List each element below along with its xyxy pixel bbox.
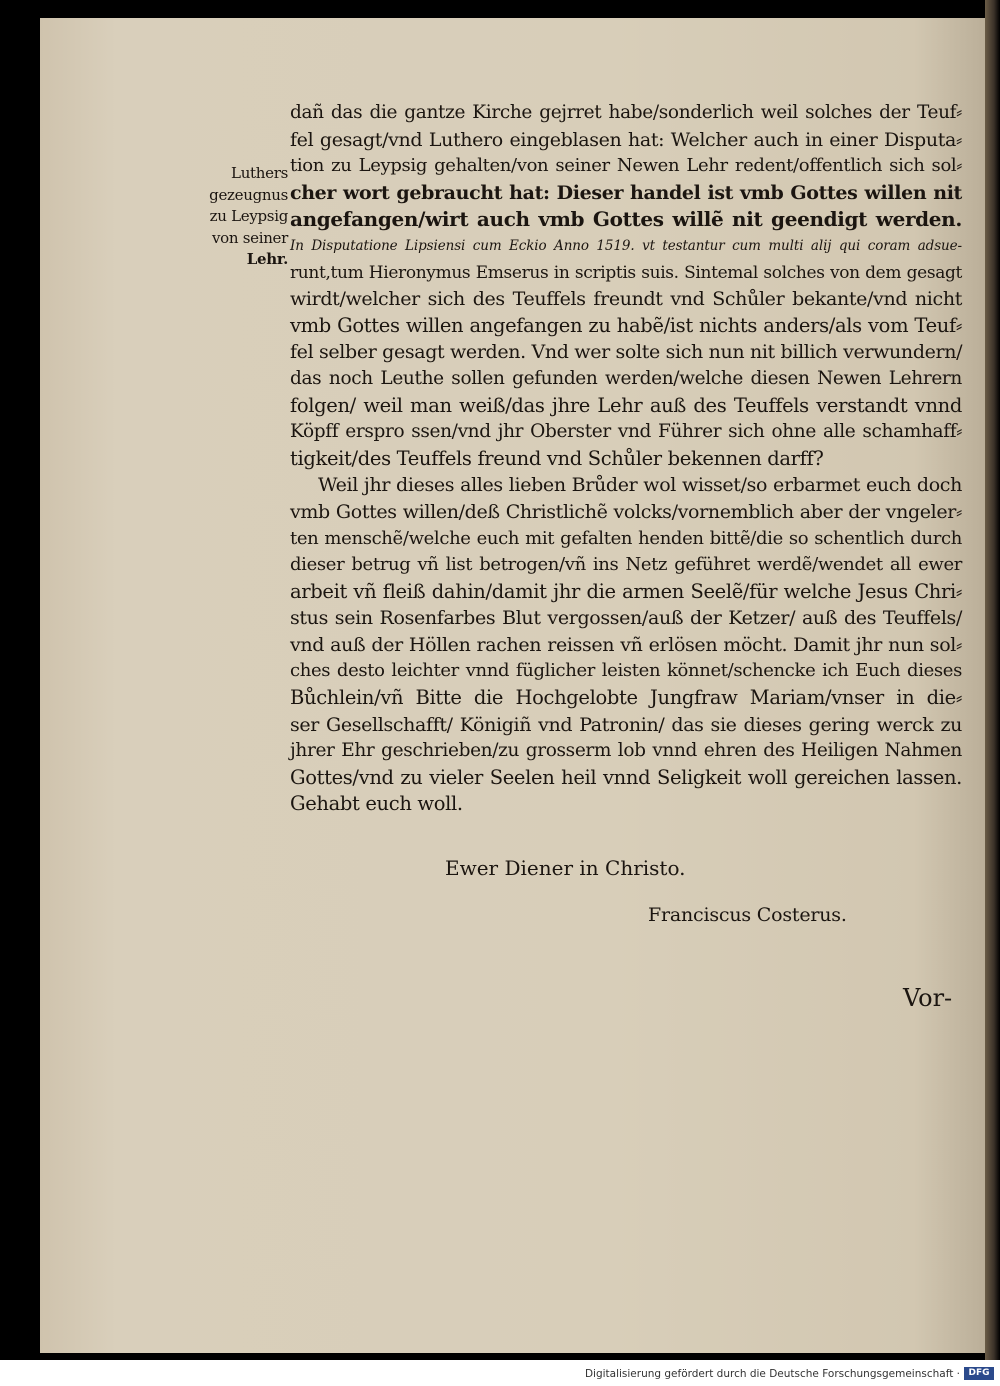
text-line: Weil jhr dieses alles lieben Brůder wol wisset/so erbarmet euch doch bbox=[318, 474, 962, 497]
text-line: ser Gesellschafft/ Königiñ vnd Patronin/ das sie dieses gering werck zu bbox=[290, 713, 962, 736]
catchword: Vor- bbox=[903, 984, 953, 1012]
margin-note bbox=[192, 163, 288, 271]
text-line: fel selber gesagt werden. Vnd wer solte sich nun nit billich verwundern/ bbox=[290, 341, 963, 364]
text-line: vnd auß der Höllen rachen reissen vñ erlösen möcht. Damit jhr nun sol⸗ bbox=[290, 633, 962, 656]
text-line: fel gesagt/vnd Luthero eingeblasen hat: Welcher auch in einer Disputa⸗ bbox=[290, 128, 962, 151]
text-line: wirdt/welcher sich des Teuffels freundt vnd Schůler bekante/vnd nicht bbox=[290, 288, 962, 311]
text-line: ten menschẽ/welche euch mit gefalten henden bittẽ/die so schentlich durch bbox=[290, 527, 962, 549]
signature: Franciscus Costerus. bbox=[648, 904, 847, 926]
dfg-logo-icon: DFG bbox=[964, 1367, 994, 1380]
text-line: stus sein Rosenfarbes Blut vergossen/auß der Ketzer/ auß des Teuffels/ bbox=[290, 607, 962, 630]
text-line: vmb Gottes willen angefangen zu habẽ/ist nichts anders/als vom Teuf⸗ bbox=[290, 313, 962, 337]
body-text bbox=[290, 100, 962, 818]
text-line: folgen/ weil man weiß/das jhre Lehr auß des Teuffels verstandt vnnd bbox=[290, 393, 962, 417]
latin-citation-line: In Disputatione Lipsiensi cum Eckio Anno 1519. vt testantur cum multi alij qui coram adsue- bbox=[290, 237, 962, 254]
text-line: Bůchlein/vñ Bitte die Hochgelobte Jungfraw Mariam/vnser in die⸗ bbox=[290, 686, 962, 710]
text-line: ches desto leichter vnnd füglicher leisten könnet/schencke ich Euch dieses bbox=[290, 660, 962, 682]
text-line: Gottes/vnd zu vieler Seelen heil vnnd Seligkeit woll gereichen lassen. bbox=[290, 765, 962, 789]
text-line: dieser betrug vñ list betrogen/vñ ins Netz geführet werdẽ/wendet all ewer bbox=[290, 554, 962, 576]
text-line: tion zu Leypsig gehalten/von seiner Newen Lehr redent/offentlich sich sol⸗ bbox=[290, 155, 962, 177]
closing-salutation: Ewer Diener in Christo. bbox=[445, 856, 686, 880]
page-binding-edge bbox=[985, 0, 1000, 1360]
footer-bar bbox=[0, 1360, 1000, 1386]
text-line: cher wort gebraucht hat: Dieser handel ist vmb Gottes willen nit bbox=[290, 181, 962, 204]
text-line: Köpff erspro ssen/vnd jhr Oberster vnd Führer sich ohne alle schamhaff⸗ bbox=[290, 421, 962, 443]
text-line: das noch Leuthe sollen gefunden werden/welche diesen Newen Lehrern bbox=[290, 367, 962, 389]
text-line: tigkeit/des Teuffels freund vnd Schůler bekennen darff? bbox=[290, 446, 824, 470]
text-line: vmb Gottes willen/deß Christlichẽ volcks/vornemblich aber der vngeler⸗ bbox=[290, 500, 962, 523]
text-line: dañ das die gantze Kirche gejrret habe/sonderlich weil solches der Teuf⸗ bbox=[290, 102, 962, 123]
margin-note-line: gezeugnus bbox=[209, 185, 288, 204]
margin-note-line: Luthers bbox=[231, 164, 288, 182]
text-line: jhrer Ehr geschrieben/zu grosserm lob vnnd ehren des Heiligen Nahmen bbox=[290, 740, 962, 762]
text-line: runt,tum Hieronymus Emserus in scriptis suis. Sintemal solches von dem gesagt bbox=[290, 262, 962, 283]
text-line: arbeit vñ fleiß dahin/damit jhr die armen Seelẽ/für welche Jesus Chri⸗ bbox=[290, 579, 962, 603]
text-line: Gehabt euch woll. bbox=[290, 792, 463, 816]
margin-note-line: von seiner bbox=[211, 228, 288, 247]
text-line: angefangen/wirt auch vmb Gottes willẽ nit geendigt werden. bbox=[290, 207, 962, 232]
margin-note-line: Lehr. bbox=[246, 250, 288, 268]
footer-credit: Digitalisierung gefördert durch die Deutsche Forschungsgemeinschaft · bbox=[584, 1368, 960, 1380]
margin-note-line: zu Leypsig bbox=[209, 207, 288, 225]
